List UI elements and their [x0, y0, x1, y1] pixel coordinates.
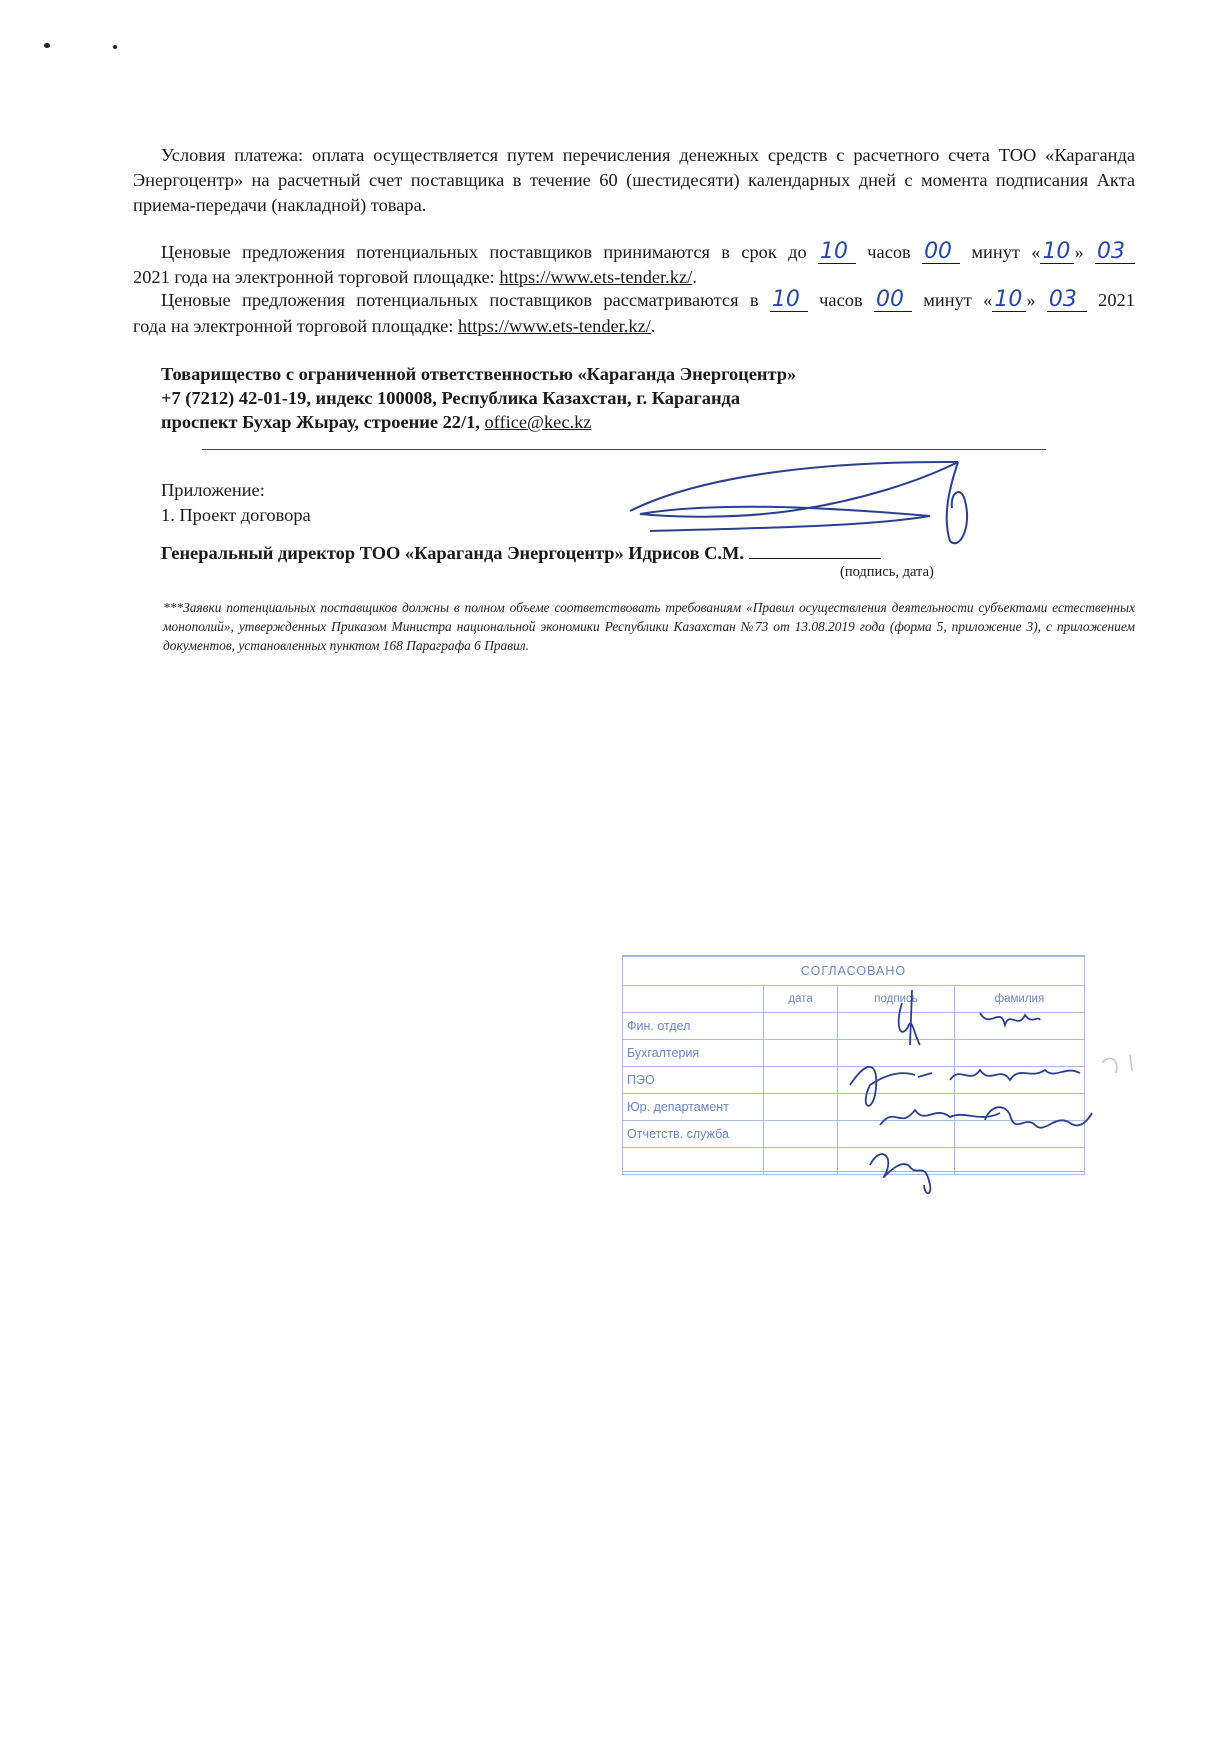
- handwritten-day: 10: [1040, 241, 1074, 264]
- col-date: дата: [764, 986, 838, 1013]
- attachment-label: Приложение:: [161, 480, 265, 500]
- company-contact: +7 (7212) 42-01-19, индекс 100008, Республика Казахстан, г. Караганда: [161, 388, 741, 408]
- handwritten-month: 03: [1047, 289, 1087, 312]
- company-name: Товарищество с ограниченной ответственностью «Караганда Энергоцентр»: [161, 364, 797, 384]
- row-empty: [623, 1148, 764, 1175]
- payment-terms: Условия платежа: оплата осуществляется путем перечисления денежных средств с расчетного счета ТОО «Караганда Энергоцентр» на расчетный счет поставщика в течение 60 (шестидесяти) календарных дней с момента подписания Акта приема-передачи (накладной) товара.: [133, 145, 1135, 215]
- row-fin: Фин. отдел: [623, 1013, 764, 1040]
- row-legal: Юр. департамент: [623, 1094, 764, 1121]
- acceptance-line-2: 2021 года на электронной торговой площадке: https://www.ets-tender.kz/.: [133, 267, 697, 287]
- divider-line: [202, 449, 1046, 450]
- handwritten-day: 10: [992, 289, 1026, 312]
- footnote: ***Заявки потенциальных поставщиков должны в полном объеме соответствовать требованиям «Правил осуществления деятельности субъектами естественных монополий», утвержденных Приказом Министра национальной экономики Республики Казахстан №73 от 13.08.2019 года (форма 5, приложение 3), с приложением документов, установленных пунктом 168 Параграфа 6 Правил.: [163, 600, 1135, 653]
- company-address: проспект Бухар Жырау, строение 22/1, office@kec.kz: [161, 412, 592, 432]
- handwritten-month: 03: [1095, 241, 1135, 264]
- stamp-title: СОГЛАСОВАНО: [623, 957, 1085, 986]
- scan-mark: [44, 43, 50, 48]
- handwritten-hours: 10: [770, 289, 808, 312]
- handwritten-minutes: 00: [874, 289, 912, 312]
- ets-tender-link[interactable]: https://www.ets-tender.kz/: [457, 316, 651, 336]
- review-line-1: Ценовые предложения потенциальных поставщиков рассматриваются в 10 часов 00 минут «10 » 03 2021: [161, 287, 1135, 312]
- company-email-link[interactable]: office@kec.kz: [484, 412, 592, 432]
- row-responsible: Отчетств. служба: [623, 1121, 764, 1148]
- director-line: Генеральный директор ТОО «Караганда Энергоцентр» Идрисов С.М.: [161, 540, 1141, 566]
- approval-signatures: [840, 985, 1160, 1200]
- col-surname: фамилия: [954, 986, 1084, 1013]
- attachment-item: 1. Проект договора: [161, 505, 311, 525]
- acceptance-line-1: Ценовые предложения потенциальных поставщиков принимаются в срок до 10 часов 00 минут «10 » 03: [161, 240, 1135, 265]
- handwritten-minutes: 00: [922, 241, 960, 264]
- row-accounting: Бухгалтерия: [623, 1040, 764, 1067]
- review-line-2: года на электронной торговой площадке: https://www.ets-tender.kz/.: [133, 316, 656, 336]
- scan-mark: [113, 45, 117, 49]
- ets-tender-link[interactable]: https://www.ets-tender.kz/: [499, 267, 693, 287]
- col-signature: подпись: [838, 986, 955, 1013]
- row-peo: ПЭО: [623, 1067, 764, 1094]
- signature-caption: (подпись, дата): [840, 564, 934, 580]
- signature-blank: [749, 540, 881, 559]
- handwritten-hours: 10: [818, 241, 856, 264]
